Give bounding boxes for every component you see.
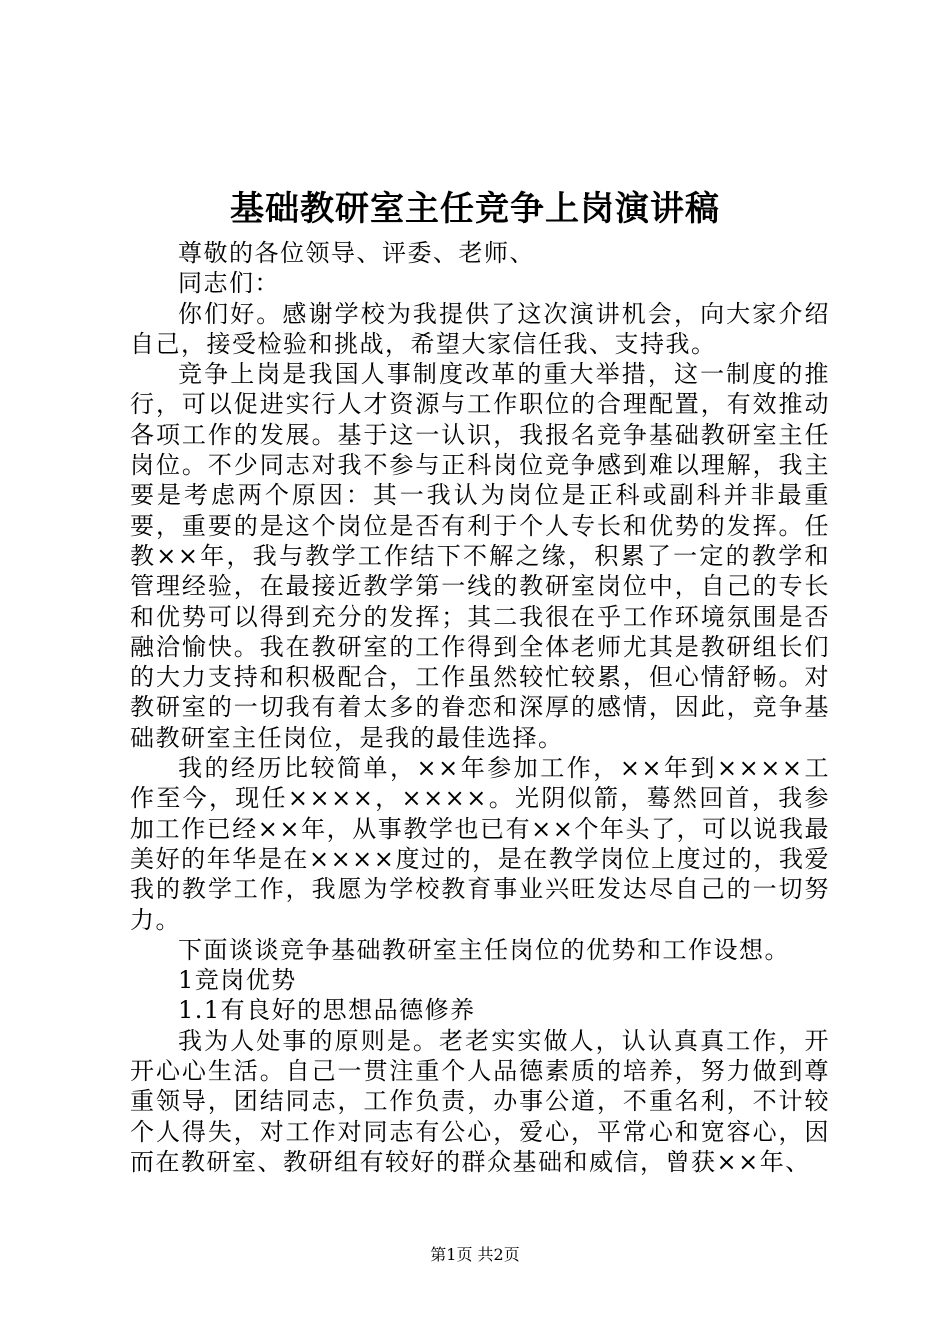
subsection-heading: 1.1有良好的思想品德修养: [178, 996, 476, 1025]
section-heading: 1竞岗优势: [178, 966, 297, 995]
paragraph-experience: 我的经历比较简单，××年参加工作，××年到××××工作至今，现任××××，××××。光阴似箭，蓦然回首，我参加工作已经××年，从事教学也已有××个年头了，可以说我最美好的年华是在××××度过的，是在教学岗位上度过的，我爱我的教学工作，我愿为学校教育事业兴旺发达尽自己的一切努力。: [130, 754, 830, 934]
document-body: [130, 238, 830, 1177]
page-number-footer: 第1页 共2页: [430, 1245, 520, 1264]
paragraph-principles: 我为人处事的原则是。老老实实做人，认认真真工作，开开心心生活。自己一贯注重个人品德素质的培养，努力做到尊重领导，团结同志，工作负责，办事公道，不重名利，不计较个人得失，对工作对同志有公心，爱心，平常心和宽容心，因而在教研室、教研组有较好的群众基础和威信，曾获××年、: [130, 1026, 830, 1176]
paragraph-transition: 下面谈谈竞争基础教研室主任岗位的优势和工作设想。: [178, 935, 790, 964]
salutation-line-2: 同志们：: [178, 269, 280, 298]
paragraph-greeting: 你们好。感谢学校为我提供了这次演讲机会，向大家介绍自己，接受检验和挑战，希望大家信任我、支持我。: [130, 299, 830, 358]
document-title: 基础教研室主任竞争上岗演讲稿: [230, 189, 720, 229]
salutation-line-1: 尊敬的各位领导、评委、老师、: [178, 239, 535, 267]
paragraph-reasons: 竞争上岗是我国人事制度改革的重大举措，这一制度的推行，可以促进实行人才资源与工作职位的合理配置，有效推动各项工作的发展。基于这一认识，我报名竞争基础教研室主任岗位。不少同志对我不参与正科岗位竞争感到难以理解，我主要是考虑两个原因：其一我认为岗位是正科或副科并非最重要，重要的是这个岗位是否有利于个人专长和优势的发挥。任教××年，我与教学工作结下不解之缘，积累了一定的教学和管理经验，在最接近教学第一线的教研室岗位中，自己的专长和优势可以得到充分的发挥；其二我很在乎工作环境氛围是否融洽愉快。我在教研室的工作得到全体老师尤其是教研组长们的大力支持和积极配合，工作虽然较忙较累，但心情舒畅。对教研室的一切我有着太多的眷恋和深厚的感情，因此，竞争基础教研室主任岗位，是我的最佳选择。: [130, 360, 830, 752]
